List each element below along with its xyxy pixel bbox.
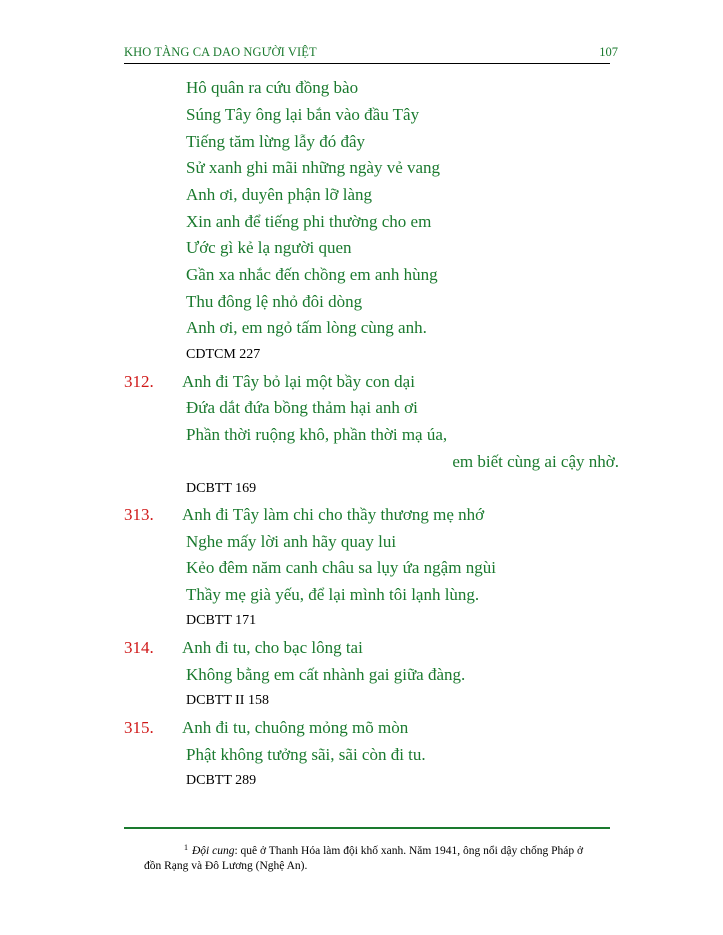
verse-line: Phần thời ruộng khô, phần thời mạ úa, xyxy=(186,425,448,444)
verse-line: Anh đi tu, chuông mỏng mõ mòn xyxy=(182,718,409,737)
footnote xyxy=(144,840,630,874)
verse-line: Ước gì kẻ lạ người quen xyxy=(186,238,352,257)
verse-line: Thầy mẹ già yếu, để lại mình tôi lạnh lùng. xyxy=(186,585,480,604)
footnote-text: : quê ở Thanh Hóa làm đội khố xanh. Năm 1941, ông nổi dậy chống Pháp ở xyxy=(234,845,584,857)
entry-number: 315. xyxy=(124,718,154,737)
page-number: 107 xyxy=(599,45,618,59)
entry-number: 312. xyxy=(124,372,154,391)
verse-line: Tiếng tăm lừng lẫy đó đây xyxy=(186,132,366,151)
footnote-text: đồn Rạng và Đô Lương (Nghệ An). xyxy=(144,860,308,872)
footnote-term: Đội cung xyxy=(192,845,235,857)
verse-line: Anh đi Tây làm chi cho thầy thương mẹ nhớ xyxy=(182,505,485,524)
footnote-marker: 1 xyxy=(184,843,188,852)
source-citation: DCBTT 169 xyxy=(186,481,257,496)
verse-line: Nghe mấy lời anh hãy quay lui xyxy=(186,532,397,551)
verse-line: Thu đông lệ nhỏ đôi dòng xyxy=(186,292,363,311)
verse-line: Kẻo đêm năm canh châu sa lụy ứa ngậm ngùi xyxy=(186,558,496,577)
verse-line: Sử xanh ghi mãi những ngày vẻ vang xyxy=(186,158,441,177)
entry-number: 314. xyxy=(124,638,154,657)
verse-line: Anh đi tu, cho bạc lông tai xyxy=(182,638,363,657)
verse-line: Phật không tưởng sãi, sãi còn đi tu. xyxy=(186,745,426,764)
verse-line: Anh đi Tây bỏ lại một bầy con dại xyxy=(182,372,415,391)
entry-number: 313. xyxy=(124,505,154,524)
verse-line: Anh ơi, duyên phận lỡ làng xyxy=(186,185,373,204)
source-citation: DCBTT 171 xyxy=(186,613,257,628)
source-citation: CDTCM 227 xyxy=(186,347,261,362)
verse-line: Anh ơi, em ngỏ tấm lòng cùng anh. xyxy=(186,318,427,337)
source-citation: DCBTT 289 xyxy=(186,773,257,788)
verse-line: Súng Tây ông lại bắn vào đầu Tây xyxy=(186,105,420,124)
verse-line: Gần xa nhắc đến chồng em anh hùng xyxy=(186,265,438,284)
verse-line: Đứa dắt đứa bồng thảm hại anh ơi xyxy=(186,398,418,417)
footnote-divider xyxy=(124,827,610,829)
verse-line: Không bằng em cất nhành gai giữa đàng. xyxy=(186,665,466,684)
source-citation: DCBTT II 158 xyxy=(186,693,269,708)
page-header xyxy=(124,44,618,64)
verse-line-continued: em biết cùng ai cậy nhờ. xyxy=(452,452,619,471)
verse-line: Xin anh để tiếng phi thường cho em xyxy=(186,212,432,231)
running-title: KHO TÀNG CA DAO NGƯỜI VIỆT xyxy=(124,45,317,59)
verse-line: Hô quân ra cứu đồng bào xyxy=(186,78,359,97)
